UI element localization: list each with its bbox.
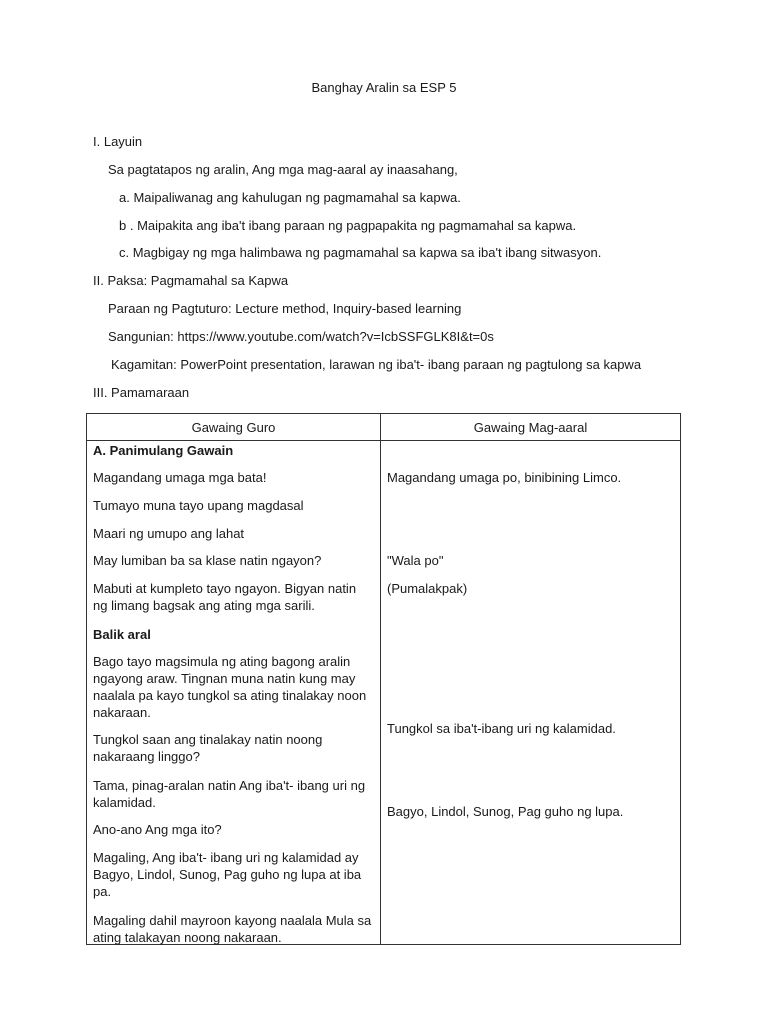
paksa-kagamitan: Kagamitan: PowerPoint presentation, larawan ng iba't- ibang paraan ng pagtulong sa kapwa [111,357,642,372]
guro-line: Bago tayo magsimula ng ating bagong aralin ngayong araw. Tingnan muna natin kung may naalala pa kayo tungkol sa ating tinalakay noon nakaraan. [93,654,367,720]
paksa-sanggunian: Sangunian: https://www.youtube.com/watch?v=IcbSSFGLK8I&t=0s [108,329,494,344]
document-title: Banghay Aralin sa ESP 5 [311,80,457,95]
section-balik-aral: Balik aral [93,627,151,642]
guro-line: Tungkol saan ang tinalakay natin noong nakaraang linggo? [93,732,323,764]
guro-line: Mabuti at kumpleto tayo ngayon. Bigyan natin ng limang bagsak ang ating mga sarili. [93,581,357,613]
table-row [87,441,681,945]
pamamaraan-heading: III. Pamamaraan [93,385,190,400]
layuin-item-a: a. Maipaliwanag ang kahulugan ng pagmamahal sa kapwa. [119,190,461,205]
mag-aaral-line: (Pumalakpak) [387,581,468,596]
layuin-item-b: b . Maipakita ang iba't ibang paraan ng pagpapakita ng pagmamahal sa kapwa. [119,218,577,233]
guro-column-cell [87,441,381,945]
guro-line: Magaling dahil mayroon kayong naalala Mula sa ating talakayan noong nakaraan. [93,913,372,945]
layuin-item-c: c. Magbigay ng mga halimbawa ng pagmamahal sa kapwa sa iba't ibang sitwasyon. [119,245,602,260]
section-panimulang-gawain: A. Panimulang Gawain [93,443,234,458]
guro-line: Ano-ano Ang mga ito? [93,822,222,837]
paksa-heading: II. Paksa: Pagmamahal sa Kapwa [93,273,289,288]
mag-aaral-line: "Wala po" [387,553,444,568]
column-header-guro: Gawaing Guro [87,414,381,441]
mag-aaral-line: Tungkol sa iba't-ibang uri ng kalamidad. [387,721,616,736]
guro-line: Magaling, Ang iba't- ibang uri ng kalamidad ay Bagyo, Lindol, Sunog, Pag guho ng lupa at iba pa. [93,850,362,899]
layuin-intro: Sa pagtatapos ng aralin, Ang mga mag-aaral ay inaasahang, [108,162,458,177]
guro-line: May lumiban ba sa klase natin ngayon? [93,553,322,568]
guro-line: Tama, pinag-aralan natin Ang iba't- ibang uri ng kalamidad. [93,778,366,810]
column-header-mag-aaral: Gawaing Mag-aaral [381,414,681,441]
table-header-row [87,414,681,441]
paksa-paraan: Paraan ng Pagtuturo: Lecture method, Inquiry-based learning [108,301,462,316]
layuin-heading: I. Layuin [93,134,143,149]
mag-aaral-column-cell [381,441,681,945]
mag-aaral-line: Bagyo, Lindol, Sunog, Pag guho ng lupa. [387,804,624,819]
guro-line: Magandang umaga mga bata! [93,470,267,485]
guro-line: Tumayo muna tayo upang magdasal [93,498,304,513]
guro-line: Maari ng umupo ang lahat [93,526,245,541]
lesson-table [86,413,681,945]
mag-aaral-line: Magandang umaga po, binibining Limco. [387,470,622,485]
